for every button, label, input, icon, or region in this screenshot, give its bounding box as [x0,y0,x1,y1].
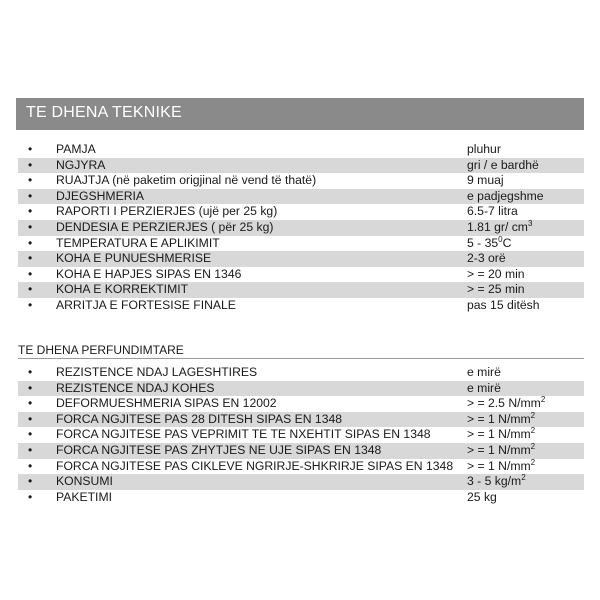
bullet-icon: • [28,173,33,188]
row-label: FORCA NGJITESE PAS ZHYTJES NE UJE SIPAS EN 1348 [56,442,382,457]
row-label: REZISTENCE NDAJ LAGESHTIRES [56,365,258,379]
superscript: 2 [521,473,526,483]
bullet-icon: • [28,411,33,426]
superscript: 2 [530,441,536,451]
row-label: RAPORTI I PERZIERJES (ujë per 25 kg) [56,204,278,219]
row-label: KOHA E HAPJES SIPAS EN 1346 [56,266,242,281]
table-row [18,490,584,506]
table-row [18,459,584,475]
table-row [18,173,584,189]
bullet-icon: • [28,157,33,172]
superscript: 2 [530,426,536,436]
superscript: 0 [498,234,503,244]
bullet-icon: • [28,297,33,312]
row-value: pas 15 ditësh [467,297,540,312]
bullet-icon: • [28,489,33,504]
technical-data-table [18,142,584,314]
row-label: DEFORMUESHMERIA SIPAS EN 12002 [56,396,277,411]
bullet-icon: • [28,396,33,411]
row-label: KOHA E PUNUESHMERISE [56,251,212,266]
table-row [18,236,584,252]
row-value: e mirë [467,380,501,395]
row-label: FORCA NGJITESE PAS VEPRIMIT TE TE NXEHTIT SIPAS EN 1348 [56,427,431,442]
bullet-icon: • [28,282,33,297]
bullet-icon: • [28,442,33,457]
table-row [18,204,584,220]
row-label: RUAJTJA (në paketim origjinal në vend të thatë) [56,173,317,188]
table-row [18,396,584,412]
row-label: KOHA E KORREKTIMIT [56,282,189,297]
section-subtitle: TE DHENA PERFUNDIMTARE [18,342,584,359]
superscript: 2 [540,395,546,405]
bullet-icon: • [28,142,33,156]
row-label: REZISTENCE NDAJ KOHES [56,380,215,395]
table-row [18,220,584,236]
table-row [18,365,584,381]
row-value: gri / e bardhë [467,157,539,172]
row-value: > = 1 $N/mm^2$ [467,410,536,426]
bullet-icon: • [28,380,33,395]
row-value: e mirë [467,365,501,379]
table-row [18,142,584,158]
table-row [18,282,584,298]
table-row [18,251,584,267]
row-label: DENDESIA E PERZIERJES ( për 25 kg) [56,219,274,234]
table-row [18,189,584,205]
table-row [18,443,584,459]
row-value: > = 2.5 $N/mm^2$ [467,395,546,411]
table-row [18,298,584,314]
bullet-icon: • [28,188,33,203]
superscript: 2 [530,410,536,420]
row-label: PAKETIMI [56,489,112,504]
row-label: FORCA NGJITESE PAS CIKLEVE NGRIRJE-SHKRIRJE SIPAS EN 1348 [56,458,454,473]
final-data-rows [18,365,584,505]
bullet-icon: • [28,251,33,266]
row-value: 2-3 orë [467,251,506,266]
bullet-icon: • [28,266,33,281]
row-value: > = 1 $N/mm^2$ [467,426,536,442]
row-label: PAMJA [56,142,96,156]
row-label: NGJYRA [56,157,106,172]
superscript: 2 [530,457,536,467]
row-value: $5 - 35^0C$ [467,234,512,250]
bullet-icon: • [28,427,33,442]
superscript: 3 [527,218,533,228]
row-label: TEMPERATURA E APLIKIMIT [56,235,220,250]
row-value: 6.5-7 litra [467,204,518,219]
row-value: pluhur [467,142,501,156]
row-label: DJEGSHMERIA [56,188,145,203]
table-row [18,474,584,490]
row-value: 9 muaj [467,173,504,188]
bullet-icon: • [28,365,33,379]
final-data-table [18,342,584,505]
bullet-icon: • [28,458,33,473]
bullet-icon: • [28,474,33,489]
row-value: 3 - 5 $kg/m^2$ [467,473,526,489]
row-label: ARRITJA E FORTESISE FINALE [56,297,236,312]
bullet-icon: • [28,219,33,234]
table-row [18,427,584,443]
table-row [18,412,584,428]
row-value: 1.81 gr/ $cm^3$ [467,218,533,234]
table-row [18,158,584,174]
row-value: > = 20 min [467,266,525,281]
row-label: FORCA NGJITESE PAS 28 DITESH SIPAS EN 1348 [56,411,343,426]
table-row [18,381,584,397]
row-value: > = 1 $N/mm^2$ [467,441,536,457]
row-value: e padjegshme [467,188,544,203]
row-value: 25 kg [467,489,497,504]
row-value: > = 1 $N/mm^2$ [467,457,536,473]
table-row [18,267,584,283]
row-label: KONSUMI [56,474,113,489]
bullet-icon: • [28,204,33,219]
bullet-icon: • [28,235,33,250]
row-value: > = 25 min [467,282,525,297]
page-title: TE DHENA TEKNIKE [26,104,182,121]
section-header-bar [16,98,584,130]
